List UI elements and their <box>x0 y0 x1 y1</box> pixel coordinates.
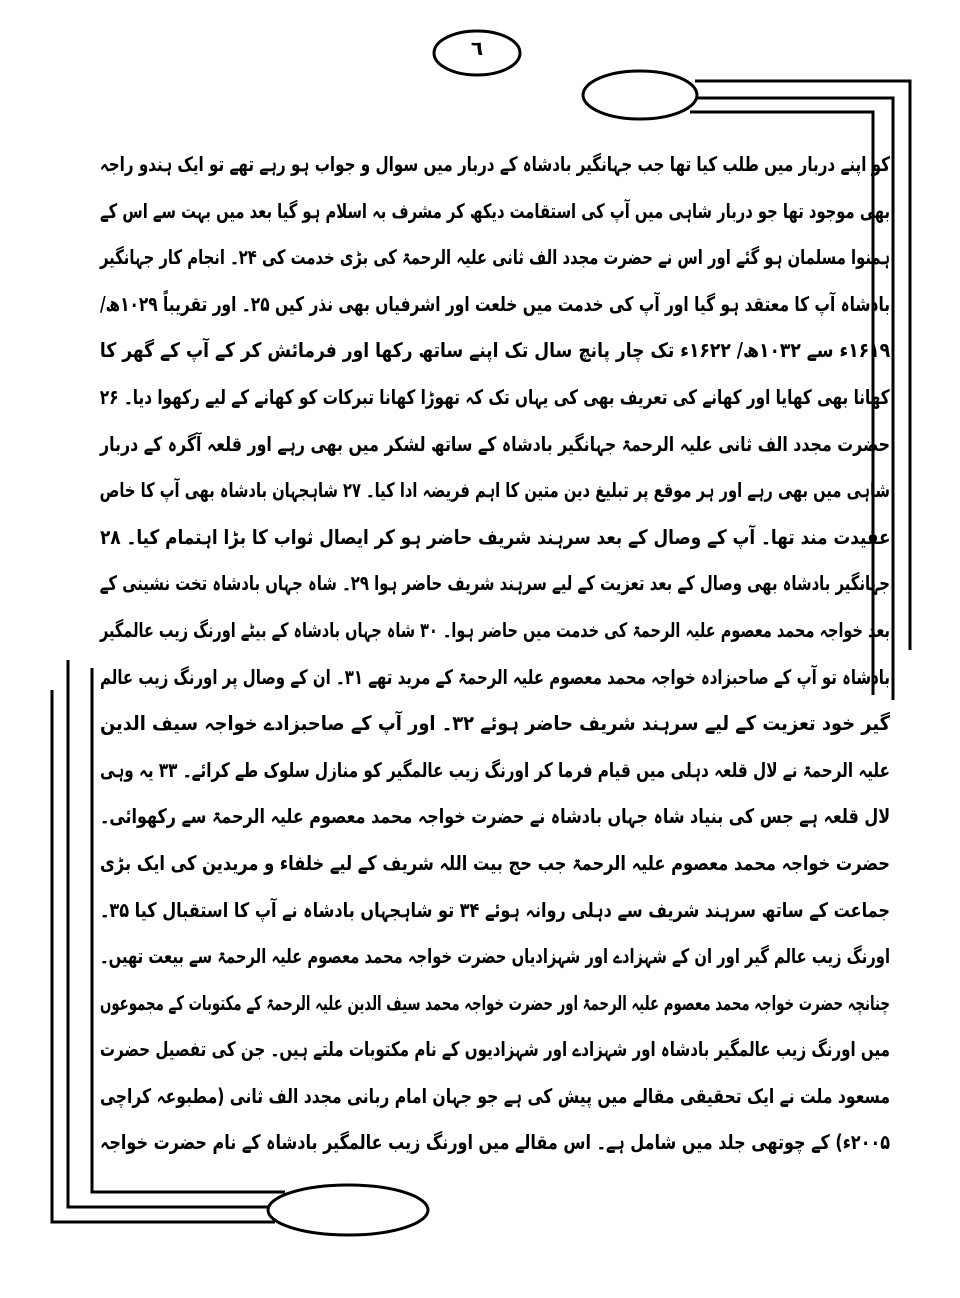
page-number: ٦ <box>470 36 484 60</box>
text-line <box>100 330 890 377</box>
top-right-oval <box>583 71 697 119</box>
text-line-content: ۱۶۱۹ء سے ۱۰۳۲ھ/ ۱۶۲۲ء تک چار پانچ سال تک اپنے ساتھ رکھا اور فرمائش کر کے آپ کے گھر کا <box>99 338 890 363</box>
bottom-left-oval <box>268 1185 428 1235</box>
text-line-content: ہمنوا مسلمان ہو گئے اور اس نے حضرت مجدد الف ثانی علیہ الرحمۃ کی بڑی خدمت کی ۲۴۔ انجام کار جہانگیر <box>99 245 890 270</box>
text-line-content: اورنگ زیب عالم گیر اور ان کے شہزادے اور شہزادیاں حضرت خواجہ محمد معصوم علیہ الرحمۃ سے بیعت تھیں۔ <box>100 944 890 969</box>
text-line <box>100 1122 890 1169</box>
text-line <box>100 796 890 843</box>
text-line <box>100 470 890 517</box>
text-line-content: بادشاہ آپ کا معتقد ہو گیا اور آپ کی خدمت میں خلعت اور اشرفیاں بھی نذر کیں ۲۵۔ اور تقریباً ۱۰۲۹ھ/ <box>100 291 891 316</box>
text-line-content: میں اورنگ زیب عالمگیر بادشاہ اور شہزادے اور شہزادیوں کے نام مکتوبات ملتے ہیں۔ جن کی تفصیل حضرت <box>99 1037 891 1062</box>
body-text <box>100 144 890 1169</box>
text-line <box>100 377 890 424</box>
text-line-content: حضرت مجدد الف ثانی علیہ الرحمۃ جہانگیر بادشاہ کے ساتھ لشکر میں بھی رہے اور قلعہ آگرہ کے دربار <box>100 431 890 456</box>
text-line-content: شاہی میں بھی رہے اور ہر موقع پر تبلیغ دین متین کا اہم فریضہ ادا کیا۔ ۲۷ شاہجہان بادشاہ بھی آپ کا خاص <box>99 478 890 503</box>
text-line-content: جماعت کے ساتھ سرہند شریف سے دہلی روانہ ہوئے ۳۴ تو شاہجہاں بادشاہ نے آپ کا استقبال کیا ۳۵۔ <box>100 897 890 922</box>
text-line <box>100 750 890 797</box>
text-line-content: بھی موجود تھا جو دربار شاہی میں آپ کی استقامت دیکھ کر مشرف بہ اسلام ہو گیا بعد میں بہت سے اس کے <box>100 198 890 223</box>
text-line-content: ۲۰۰۵ء) کے چوتھی جلد میں شامل ہے۔ اس مقالے میں اورنگ زیب عالمگیر بادشاہ کے نام حضرت خواجہ <box>100 1130 890 1155</box>
text-line <box>100 890 890 937</box>
text-line <box>100 983 890 1030</box>
text-line-content: لال قلعہ ہے جس کی بنیاد شاہ جہاں بادشاہ نے حضرت خواجہ محمد معصوم علیہ الرحمۃ سے رکھوائی۔ <box>99 804 890 829</box>
text-line-content: کھانا بھی کھایا اور کھانے کی تعریف بھی کی یہاں تک کہ تھوڑا کھانا تبرکات کو کھانے کے لیے رکھوا دیا۔ ۲۶ <box>100 384 890 409</box>
text-line <box>100 843 890 890</box>
text-line-content: عقیدت مند تھا۔ آپ کے وصال کے بعد سرہند شریف حاضر ہو کر ایصال ثواب کا بڑا اہتمام کیا۔ ۲۸ <box>99 524 890 549</box>
text-line <box>100 144 890 191</box>
text-line-content: گیر خود تعزیت کے لیے سرہند شریف حاضر ہوئے ۳۲۔ اور آپ کے صاحبزادے خواجہ سیف الدین <box>100 711 890 736</box>
text-line <box>100 237 890 284</box>
text-line <box>100 517 890 564</box>
text-line <box>100 936 890 983</box>
text-line-content: علیہ الرحمۃ نے لال قلعہ دہلی میں قیام فرما کر اورنگ زیب عالمگیر کو منازل سلوک طے کرائے۔ ۳۳ یہ وہی <box>100 757 890 782</box>
text-line-content: حضرت خواجہ محمد معصوم علیہ الرحمۃ جب حج بیت اللہ شریف کے لیے خلفاء و مریدین کی ایک بڑی <box>100 850 890 875</box>
text-line <box>100 703 890 750</box>
text-line <box>100 284 890 331</box>
text-line <box>100 1029 890 1076</box>
text-line-content: چنانچہ حضرت خواجہ محمد معصوم علیہ الرحمۃ اور حضرت خواجہ محمد سیف الدین علیہ الرحمۃ کے مکتوبات کے مجموعوں <box>100 990 890 1015</box>
text-line-content: بادشاہ تو آپ کے صاحبزادہ خواجہ محمد معصوم علیہ الرحمۃ کے مرید تھے ۳۱۔ ان کے وصال پر اورنگ زیب عالم <box>100 664 890 689</box>
text-line <box>100 610 890 657</box>
text-line <box>100 563 890 610</box>
text-line <box>100 191 890 238</box>
text-line-content: جہانگیر بادشاہ بھی وصال کے بعد تعزیت کے لیے سرہند شریف حاضر ہوا ۲۹۔ شاہ جہاں بادشاہ تخت نشینی کے <box>99 571 890 596</box>
text-line <box>100 657 890 704</box>
text-line-content: مسعود ملت نے ایک تحقیقی مقالے میں پیش کی ہے جو جہان امام ربانی مجدد الف ثانی (مطبوعہ کراچی <box>100 1083 890 1108</box>
text-line-content: بعد خواجہ محمد معصوم علیہ الرحمۃ کی خدمت میں حاضر ہوا۔ ۳۰ شاہ جہاں بادشاہ کے بیٹے اورنگ زیب عالمگیر <box>100 617 890 642</box>
text-line <box>100 424 890 471</box>
text-line-content: کو اپنے دربار میں طلب کیا تھا جب جہانگیر بادشاہ کے دربار میں سوال و جواب ہو رہے تھے تو ایک ہندو راجہ <box>99 152 891 176</box>
text-line <box>100 1076 890 1123</box>
